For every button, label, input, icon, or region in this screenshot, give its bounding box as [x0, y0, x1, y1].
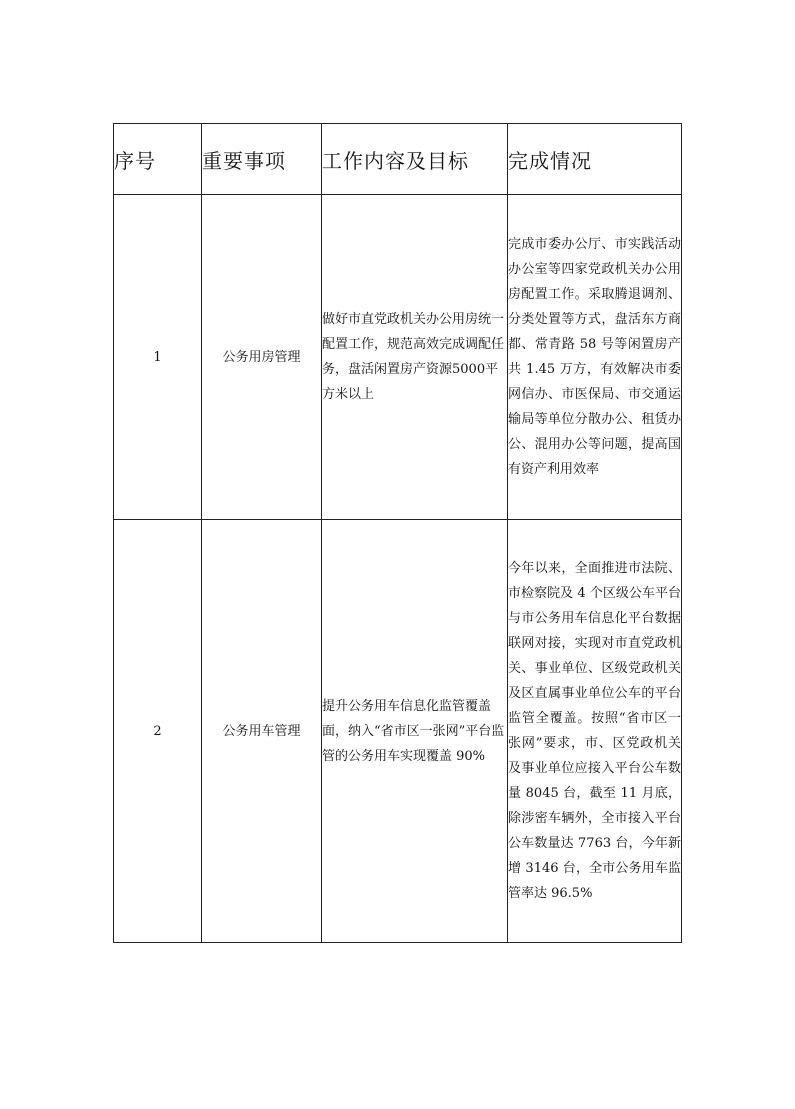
work-table — [113, 123, 682, 943]
row-item: 公务用车管理 — [202, 520, 322, 943]
row-result: 完成市委办公厅、市实践活动办公室等四家党政机关办公用房配置工作。采取腾退调剂、分类处置等方式，盘活东方商都、常青路 58 号等闲置房产共 1.45 万方，有效解决市委网信办、市医保局、市交通运输局等单位分散办公、租赁办公、混用办公等问题，提高国有资产利用效率 — [508, 195, 682, 520]
table-row — [114, 195, 682, 520]
header-row — [114, 124, 682, 195]
header-result: 完成情况 — [508, 124, 682, 195]
row-number: 1 — [114, 195, 202, 520]
row-result: 今年以来，全面推进市法院、市检察院及 4 个区级公车平台与市公务用车信息化平台数据联网对接，实现对市直党政机关、事业单位、区级党政机关及区直属事业单位公车的平台监管全覆盖。按照“省市区一张网”要求，市、区党政机关及事业单位应接入平台公车数量 8045 台，截至 11 月底，除涉密车辆外，全市接入平台公车数量达 7763 台，今年新增 3146 台，全市公务用车监管率达 96.5% — [508, 520, 682, 943]
row-goal: 提升公务用车信息化监管覆盖面，纳入“省市区一张网”平台监管的公务用车实现覆盖 90% — [322, 520, 508, 943]
row-goal: 做好市直党政机关办公用房统一配置工作，规范高效完成调配任务，盘活闲置房产资源5000平方米以上 — [322, 195, 508, 520]
row-item: 公务用房管理 — [202, 195, 322, 520]
header-no: 序号 — [114, 124, 202, 195]
header-item: 重要事项 — [202, 124, 322, 195]
table-row — [114, 520, 682, 943]
header-goal: 工作内容及目标 — [322, 124, 508, 195]
row-number: 2 — [114, 520, 202, 943]
